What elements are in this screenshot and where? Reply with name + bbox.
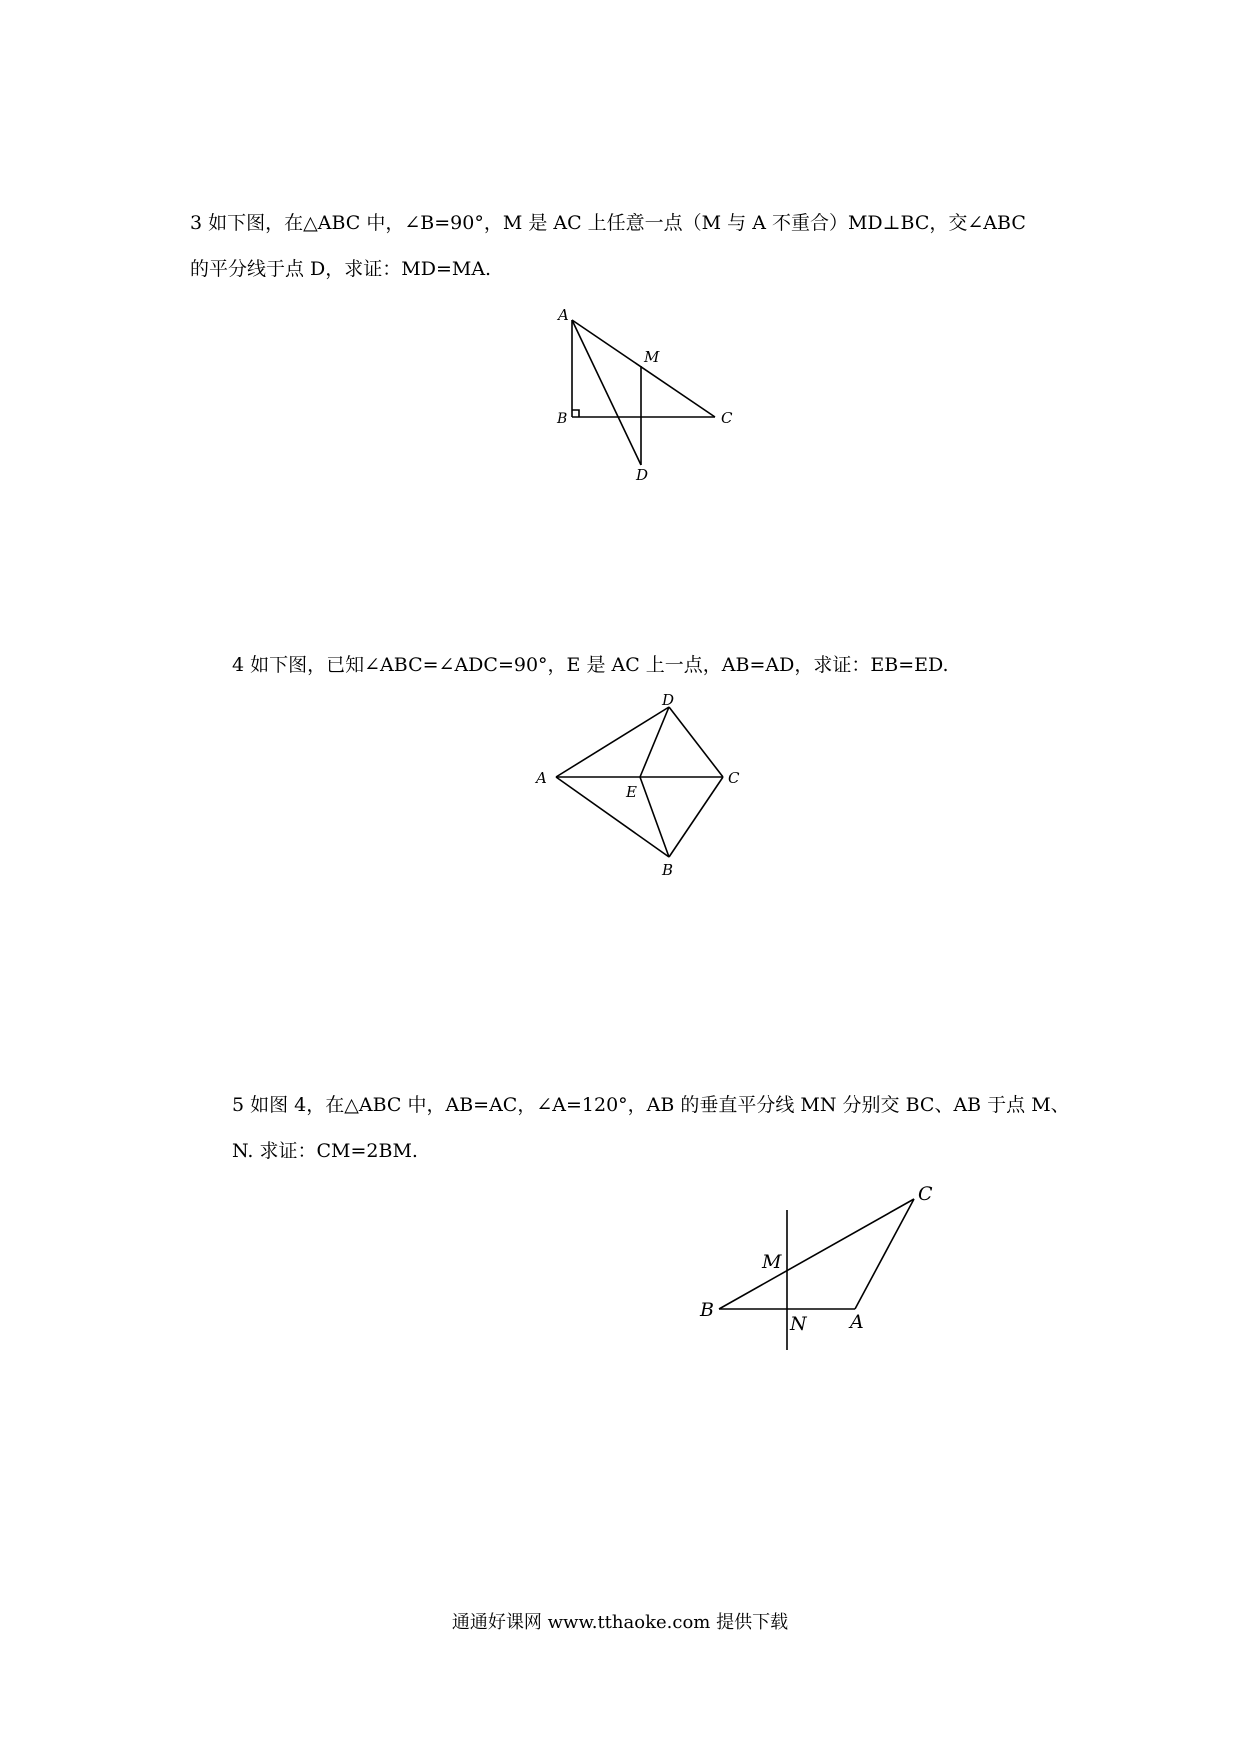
label-b: B	[557, 411, 568, 427]
label-c: C	[918, 1183, 933, 1205]
label-b: B	[662, 861, 674, 879]
label-d: D	[662, 691, 675, 709]
label-a: A	[558, 306, 569, 324]
label-n: N	[790, 1313, 807, 1335]
problem-3-line-1: 3 如下图，在△ABC 中，∠B=90°，M 是 AC 上任意一点（M 与 A 不重合）MD⊥BC，交∠ABC	[190, 212, 1026, 234]
page-footer: 通通好课网 www.tthaoke.com 提供下载	[451, 1612, 789, 1633]
segment-ab	[556, 777, 669, 857]
label-m: M	[762, 1251, 782, 1273]
problem-3-figure	[540, 300, 760, 490]
label-d: D	[636, 466, 649, 484]
problem-3-text	[190, 200, 1026, 292]
segment-bc	[669, 777, 723, 857]
label-e: E	[626, 783, 637, 801]
right-angle-mark	[572, 410, 579, 417]
problem-4-line-1: 4 如下图，已知∠ABC=∠ADC=90°，E 是 AC 上一点，AB=AD，求证：EB=ED.	[232, 654, 949, 676]
segment-ad	[572, 320, 641, 465]
label-c: C	[721, 409, 733, 427]
segment-dc	[669, 707, 723, 777]
problem-4-figure	[530, 685, 750, 890]
problem-5-figure	[680, 1170, 960, 1355]
problem-4-text	[232, 642, 949, 688]
problem-3-line-2: 的平分线于点 D，求证：MD=MA.	[190, 258, 492, 280]
problem-5-text	[232, 1082, 1070, 1174]
label-b: B	[700, 1299, 714, 1321]
problem-5-line-1: 5 如图 4，在△ABC 中，AB=AC，∠A=120°，AB 的垂直平分线 MN 分别交 BC、AB 于点 M、	[232, 1094, 1070, 1116]
segment-eb	[640, 777, 669, 857]
segment-ac	[572, 320, 715, 417]
label-m: M	[644, 348, 660, 366]
segment-ad	[556, 707, 669, 777]
label-a: A	[536, 769, 547, 787]
label-a: A	[850, 1311, 864, 1333]
segment-ed	[640, 707, 669, 777]
problem-5-line-2: N. 求证：CM=2BM.	[232, 1140, 418, 1162]
label-c: C	[728, 769, 740, 787]
